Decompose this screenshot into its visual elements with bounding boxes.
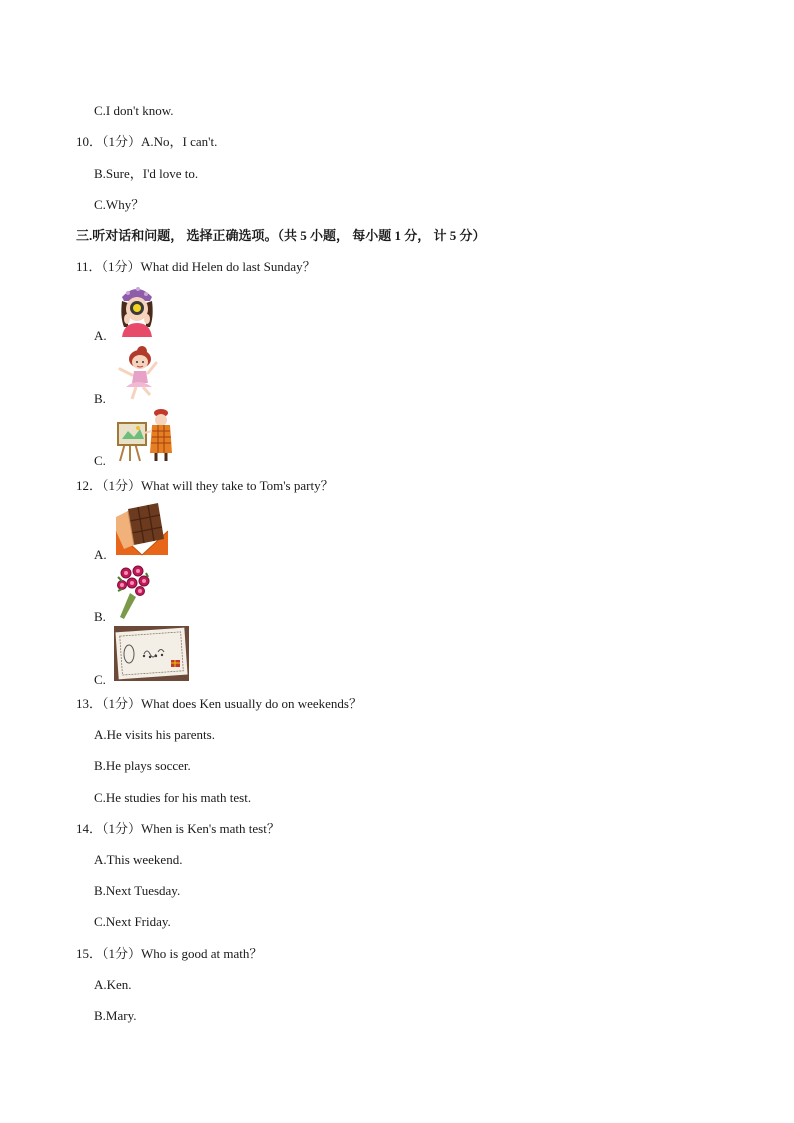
q12-option-c-label: C. — [94, 672, 106, 687]
q12-stem — [76, 478, 334, 494]
girl-painting-easel-icon — [114, 407, 176, 463]
q15-text: Who is good at math？ — [141, 946, 263, 961]
section-3-title: 三.听对话和问题， 选择正确选项。（共 5 小题， 每小题 1 分， 计 5 分） — [76, 228, 486, 243]
q11-stem — [76, 259, 316, 275]
q10-option-a: A.No，I can't. — [141, 134, 218, 149]
q12-text: What will they take to Tom's party？ — [141, 478, 334, 493]
q11-text: What did Helen do last Sunday？ — [140, 259, 316, 274]
q13-option-c: C.He studies for his math test. — [94, 790, 252, 805]
q13-option-b: B.He plays soccer. — [94, 758, 191, 773]
q14-option-b: B.Next Tuesday. — [94, 883, 181, 898]
q10-score: （1分） — [102, 134, 142, 149]
q12-number: 12． — [76, 478, 103, 493]
q14-number: 14． — [76, 821, 103, 836]
q11-option-b-label: B. — [94, 391, 106, 406]
q10-number: 10． — [76, 134, 103, 149]
q9-option-c: C.I don't know. — [94, 103, 174, 118]
q15-option-a: A.Ken. — [94, 977, 132, 992]
q13-number: 13． — [76, 696, 103, 711]
q14-stem — [76, 821, 280, 837]
chocolate-bar-icon — [114, 501, 170, 556]
q11-score: （1分） — [101, 259, 141, 274]
flower-bouquet-icon — [114, 563, 152, 619]
q11-option-a-label: A. — [94, 328, 107, 343]
q14-score: （1分） — [102, 821, 142, 836]
q15-option-b: B.Mary. — [94, 1008, 137, 1023]
q11-option-c-label: C. — [94, 453, 106, 468]
q12-option-a-label: A. — [94, 547, 107, 562]
q13-text: What does Ken usually do on weekends？ — [141, 696, 362, 711]
q11-number: 11． — [76, 259, 102, 274]
q13-option-a: A.He visits his parents. — [94, 727, 215, 742]
q10-stem — [76, 134, 217, 150]
q10-option-b: B.Sure，I'd love to. — [94, 166, 199, 181]
q15-stem — [76, 946, 262, 962]
q15-score: （1分） — [102, 946, 142, 961]
q10-option-c: C.Why？ — [94, 197, 145, 212]
q12-option-b-label: B. — [94, 609, 106, 624]
girl-with-camera-icon — [114, 283, 160, 337]
q12-score: （1分） — [102, 478, 142, 493]
q14-option-c: C.Next Friday. — [94, 914, 171, 929]
dancing-girl-icon — [114, 345, 160, 400]
greeting-card-icon — [114, 626, 189, 681]
q13-stem — [76, 696, 362, 712]
q13-score: （1分） — [102, 696, 142, 711]
q15-number: 15． — [76, 946, 103, 961]
q14-option-a: A.This weekend. — [94, 852, 183, 867]
q14-text: When is Ken's math test？ — [141, 821, 280, 836]
